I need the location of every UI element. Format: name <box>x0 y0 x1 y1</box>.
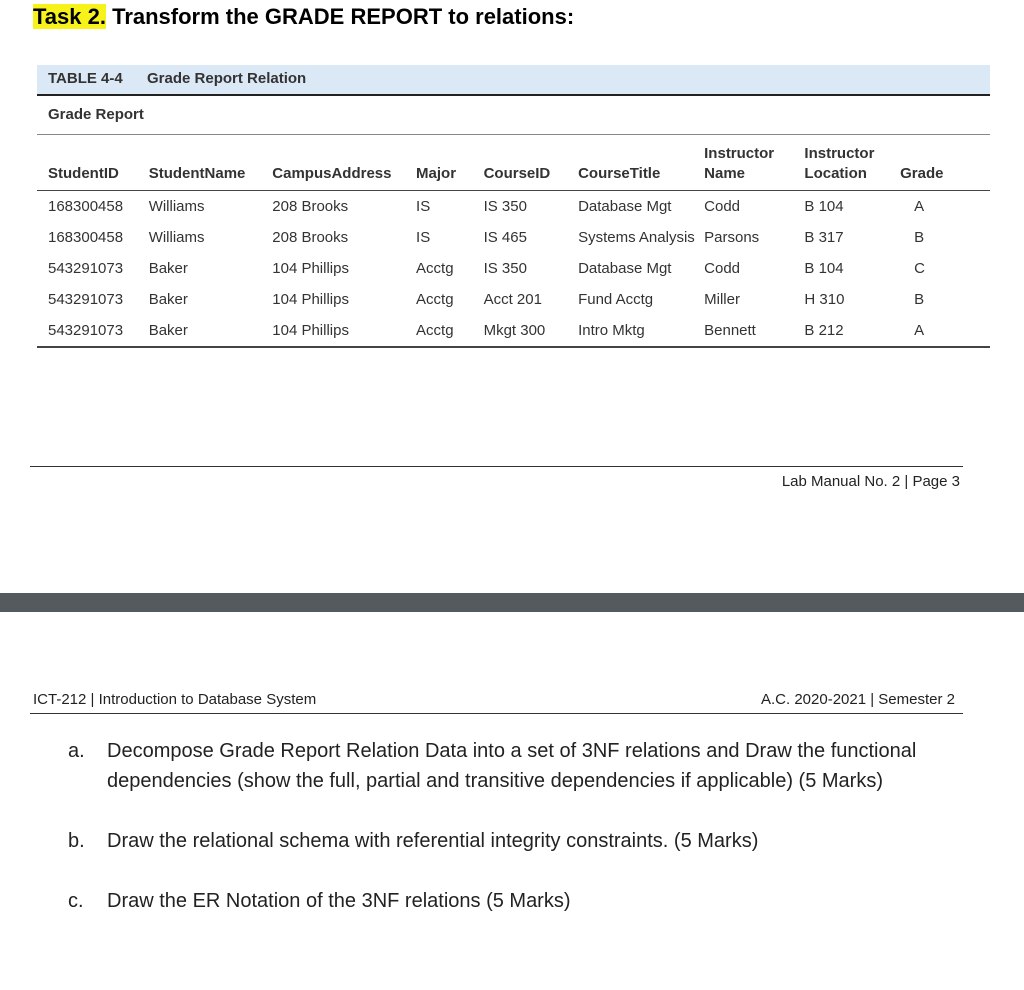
column-header <box>900 140 990 191</box>
table-subtitle: Grade Report <box>48 106 144 123</box>
table-cell: Miller <box>704 291 740 308</box>
table-cell: Codd <box>704 260 740 277</box>
page-header-term: A.C. 2020-2021 | Semester 2 <box>760 691 955 708</box>
column-header <box>804 140 900 191</box>
page-header-rule <box>30 713 963 714</box>
table-cell: H 310 <box>804 291 845 308</box>
table-cell: 543291073 <box>48 260 124 277</box>
table-cell: Fund Acctg <box>578 291 654 308</box>
column-header-text: StudentName <box>148 165 246 182</box>
question-text: Draw the relational schema with referential integrity constraints. (5 Marks) <box>107 830 759 852</box>
task-label: Task 2. <box>33 4 106 29</box>
table-number: TABLE 4-4 <box>48 70 123 87</box>
table-row <box>37 284 990 315</box>
page-footer: Lab Manual No. 2 | Page 3 <box>781 473 960 490</box>
question-c <box>68 886 948 916</box>
table-cell: 104 Phillips <box>272 260 349 277</box>
page-header-course: ICT-212 | Introduction to Database System <box>33 691 317 708</box>
table-cell: C <box>914 260 925 277</box>
column-header <box>416 140 484 191</box>
table-body <box>37 191 990 348</box>
table-cell: 543291073 <box>48 291 124 308</box>
column-header <box>149 140 273 191</box>
table-cell: IS <box>416 198 431 215</box>
table-cell: Bennett <box>704 315 804 347</box>
table-cell: Intro Mktg <box>578 315 704 347</box>
table-cell: B 104 <box>804 198 844 215</box>
column-header-text: CourseTitle <box>578 165 661 182</box>
table-cell: B 104 <box>804 260 844 277</box>
question-label: a. <box>68 740 85 762</box>
page-separator <box>0 593 1024 612</box>
column-header-text: CourseID <box>483 165 551 182</box>
table-cell: Acctg <box>416 291 454 308</box>
task-heading: Transform the GRADE REPORT to relations: <box>105 4 575 29</box>
column-header-text: Grade <box>900 165 944 182</box>
column-header-text: Instructor <box>804 145 875 162</box>
column-header <box>37 140 149 191</box>
table-row <box>37 315 990 347</box>
question-text: Decompose Grade Report Relation Data into a set of 3NF relations and Draw the functional dependencies (show the full, partial and transitive dependencies if applicable) (5 Marks) <box>107 740 917 792</box>
table-cell: IS 465 <box>483 229 527 246</box>
question-label: c. <box>68 890 84 912</box>
table-cell: Codd <box>704 198 740 215</box>
table-cell: Parsons <box>704 229 760 246</box>
column-header <box>272 140 416 191</box>
table-cell: Acctg <box>416 315 484 347</box>
table-cell: Mkgt 300 <box>484 315 579 347</box>
table-cell: Baker <box>148 260 188 277</box>
table-cell: 104 Phillips <box>272 291 349 308</box>
column-header <box>484 140 579 191</box>
table-cell: Acctg <box>416 260 454 277</box>
question-label: b. <box>68 830 85 852</box>
table-row <box>37 253 990 284</box>
column-header <box>704 140 804 191</box>
column-header <box>578 140 704 191</box>
table-row <box>37 222 990 253</box>
table-cell: Database Mgt <box>578 198 672 215</box>
table-cell: Database Mgt <box>578 260 672 277</box>
table-name: Grade Report Relation <box>147 70 307 87</box>
table-cell: 208 Brooks <box>272 229 349 246</box>
question-list <box>68 736 948 946</box>
column-header-text: StudentID <box>48 165 119 182</box>
table-divider <box>37 134 990 135</box>
table-cell: A <box>900 315 990 347</box>
table-cell: B <box>914 229 925 246</box>
table-cell: 543291073 <box>37 315 149 347</box>
table-cell: B <box>914 291 925 308</box>
table-cell: Acct 201 <box>483 291 542 308</box>
table-caption <box>37 65 990 96</box>
table-cell: IS 350 <box>483 198 527 215</box>
table-cell: IS 350 <box>483 260 527 277</box>
task-title <box>33 4 574 30</box>
table-header-row <box>37 140 990 191</box>
table-cell: B 317 <box>804 229 844 246</box>
table-cell: Baker <box>149 315 273 347</box>
column-header-text: Major <box>416 165 457 182</box>
grade-report-table <box>37 140 990 348</box>
question-b <box>68 826 948 856</box>
question-text: Draw the ER Notation of the 3NF relations (5 Marks) <box>107 890 571 912</box>
page-footer-rule <box>30 466 963 467</box>
table-cell: 168300458 <box>48 198 124 215</box>
table-cell: 208 Brooks <box>272 198 349 215</box>
table-cell: 104 Phillips <box>272 315 416 347</box>
table-cell: Williams <box>148 198 205 215</box>
column-header-text: Instructor <box>704 145 775 162</box>
question-a <box>68 736 948 796</box>
table-cell: IS <box>416 229 431 246</box>
table-cell: Baker <box>148 291 188 308</box>
column-header-text: CampusAddress <box>272 165 392 182</box>
table-cell: B 212 <box>804 315 900 347</box>
column-header-text: Name <box>704 165 745 182</box>
column-header-text: Location <box>804 165 867 182</box>
table-cell: Williams <box>148 229 205 246</box>
table-cell: 168300458 <box>48 229 124 246</box>
table-cell: A <box>914 198 925 215</box>
table-row <box>37 191 990 223</box>
table-cell: Systems Analysis <box>578 229 695 246</box>
